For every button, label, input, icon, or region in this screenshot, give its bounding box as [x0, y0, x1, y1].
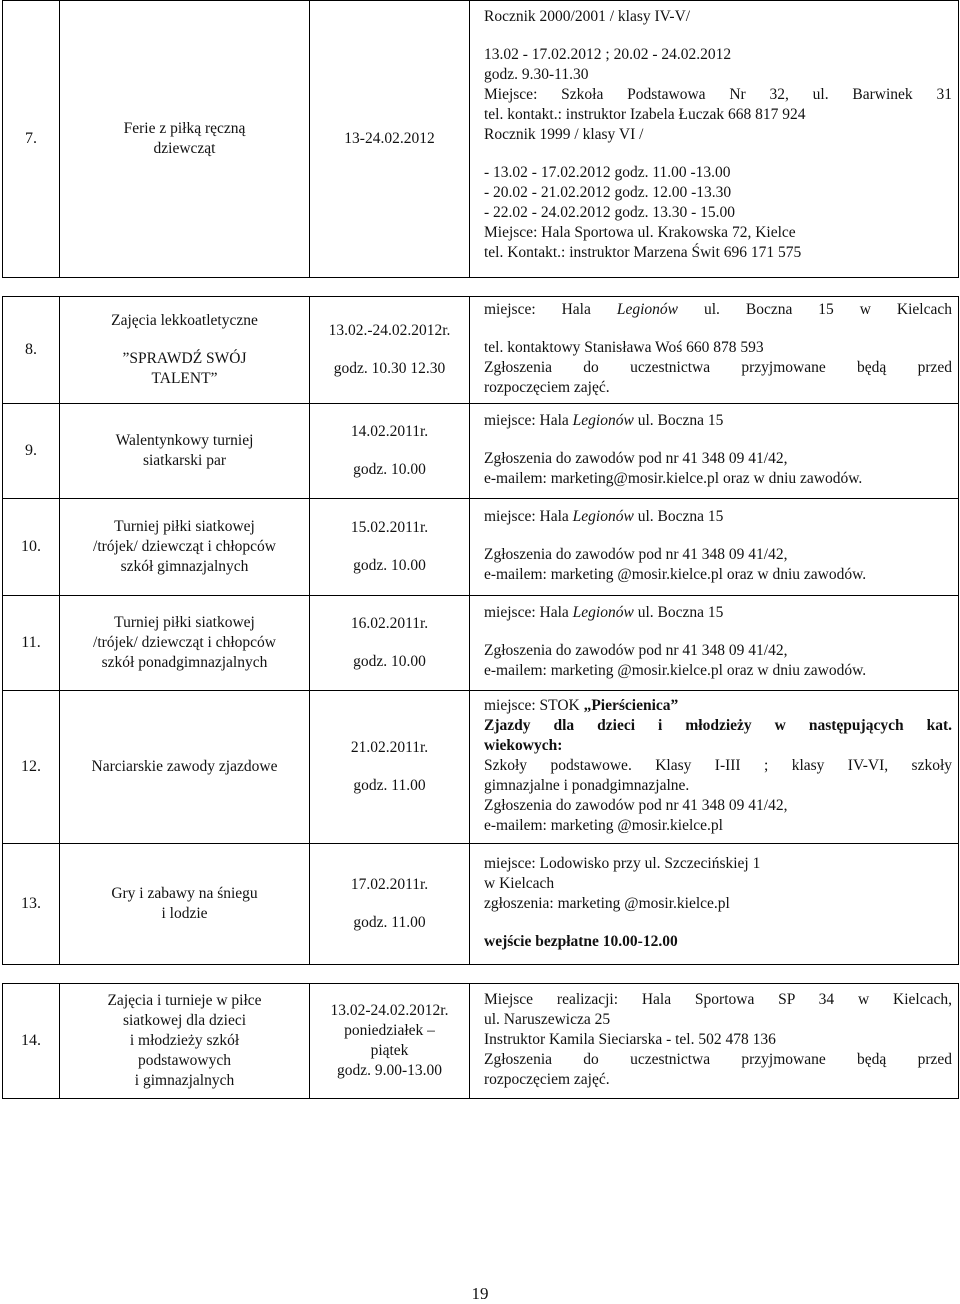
event-info: miejsce: Hala Legionów ul. Boczna 15 w Kielcach tel. kontaktowy Stanisława Woś 660 878 593 Zgłoszenia do uczestnictwa przyjmowane będą przed rozpoczęciem zajęć.: [470, 297, 959, 404]
row-number: 8.: [3, 297, 60, 404]
page-number: 19: [471, 1284, 489, 1303]
table-row: [3, 844, 959, 965]
event-info: miejsce: Hala Legionów ul. Boczna 15 Zgłoszenia do zawodów pod nr 41 348 09 41/42, e-mailem: marketing @mosir.kielce.pl oraz w dniu zawodów.: [470, 596, 959, 691]
event-info: Rocznik 2000/2001 / klasy IV-V/ 13.02 - 17.02.2012 ; 20.02 - 24.02.2012 godz. 9.30-11.30 Miejsce: Szkoła Podstawowa Nr 32, ul. Barwinek 31 tel. kontakt.: instruktor Izabela Łuczak 668 817 924 Rocznik 1999 / klasy VI / - 13.02 - 17.02.2012 godz. 11.00 -13.00 - 20.02 - 21.02.2012 godz. 12.00 -13.30 - 22.02 - 24.02.2012 godz. 13.30 - 15.00 Miejsce: Hala Sportowa ul. Krakowska 72, Kielce tel. Kontakt.: instruktor Marzena Świt 696 171 575: [470, 1, 959, 278]
schedule-document: [2, 0, 958, 1099]
event-date: 21.02.2011r. godz. 11.00: [310, 691, 470, 844]
event-info: miejsce: Lodowisko przy ul. Szczecińskiej 1 w Kielcach zgłoszenia: marketing @mosir.kielce.pl wejście bezpłatne 10.00-12.00: [470, 844, 959, 965]
table-row: [3, 1, 959, 278]
event-date: 13.02.-24.02.2012r. godz. 10.30 12.30: [310, 297, 470, 404]
event-info: miejsce: STOK „Pierścienica” Zjazdy dla dzieci i młodzieży w następujących kat. wiekowych: Szkoły podstawowe. Klasy I-III ; klasy IV-VI, szkoły gimnazjalne i ponadgimnazjalne. Zgłoszenia do zawodów pod nr 41 348 09 41/42, e-mailem: marketing @mosir.kielce.pl: [470, 691, 959, 844]
event-name: Turniej piłki siatkowej /trójek/ dziewcząt i chłopców szkół gimnazjalnych: [60, 499, 310, 596]
event-name: Turniej piłki siatkowej /trójek/ dziewcząt i chłopców szkół ponadgimnazjalnych: [60, 596, 310, 691]
event-name: Walentynkowy turniej siatkarski par: [60, 404, 310, 499]
event-info: Miejsce realizacji: Hala Sportowa SP 34 w Kielcach, ul. Naruszewicza 25 Instruktor Kamila Sieciarska - tel. 502 478 136 Zgłoszenia do uczestnictwa przyjmowane będą przed rozpoczęciem zajęć.: [470, 984, 959, 1099]
row-number: 9.: [3, 404, 60, 499]
table-row: [3, 984, 959, 1099]
row-number: 14.: [3, 984, 60, 1099]
event-name: Ferie z piłką ręczną dziewcząt: [60, 1, 310, 278]
table-row: [3, 499, 959, 596]
table-row: [3, 297, 959, 404]
event-name: Zajęcia i turnieje w piłce siatkowej dla dzieci i młodzieży szkół podstawowych i gimnazjalnych: [60, 984, 310, 1099]
event-date: 15.02.2011r. godz. 10.00: [310, 499, 470, 596]
event-date: 13-24.02.2012: [310, 1, 470, 278]
event-date: 17.02.2011r. godz. 11.00: [310, 844, 470, 965]
event-info: miejsce: Hala Legionów ul. Boczna 15 Zgłoszenia do zawodów pod nr 41 348 09 41/42, e-mailem: marketing @mosir.kielce.pl oraz w dniu zawodów.: [470, 499, 959, 596]
table-row: [3, 404, 959, 499]
table-row: [3, 691, 959, 844]
table-row: [3, 596, 959, 691]
event-info: miejsce: Hala Legionów ul. Boczna 15 Zgłoszenia do zawodów pod nr 41 348 09 41/42, e-mailem: marketing@mosir.kielce.pl oraz w dniu zawodów.: [470, 404, 959, 499]
event-date: 16.02.2011r. godz. 10.00: [310, 596, 470, 691]
row-number: 11.: [3, 596, 60, 691]
row-number: 7.: [3, 1, 60, 278]
row-number: 10.: [3, 499, 60, 596]
event-name: Gry i zabawy na śniegu i lodzie: [60, 844, 310, 965]
event-name: Narciarskie zawody zjazdowe: [60, 691, 310, 844]
row-number: 13.: [3, 844, 60, 965]
event-date: 13.02-24.02.2012r. poniedziałek – piątek godz. 9.00-13.00: [310, 984, 470, 1099]
event-date: 14.02.2011r. godz. 10.00: [310, 404, 470, 499]
row-number: 12.: [3, 691, 60, 844]
events-table: [2, 0, 959, 1099]
event-name: Zajęcia lekkoatletyczne ”SPRAWDŹ SWÓJ TALENT”: [60, 297, 310, 404]
